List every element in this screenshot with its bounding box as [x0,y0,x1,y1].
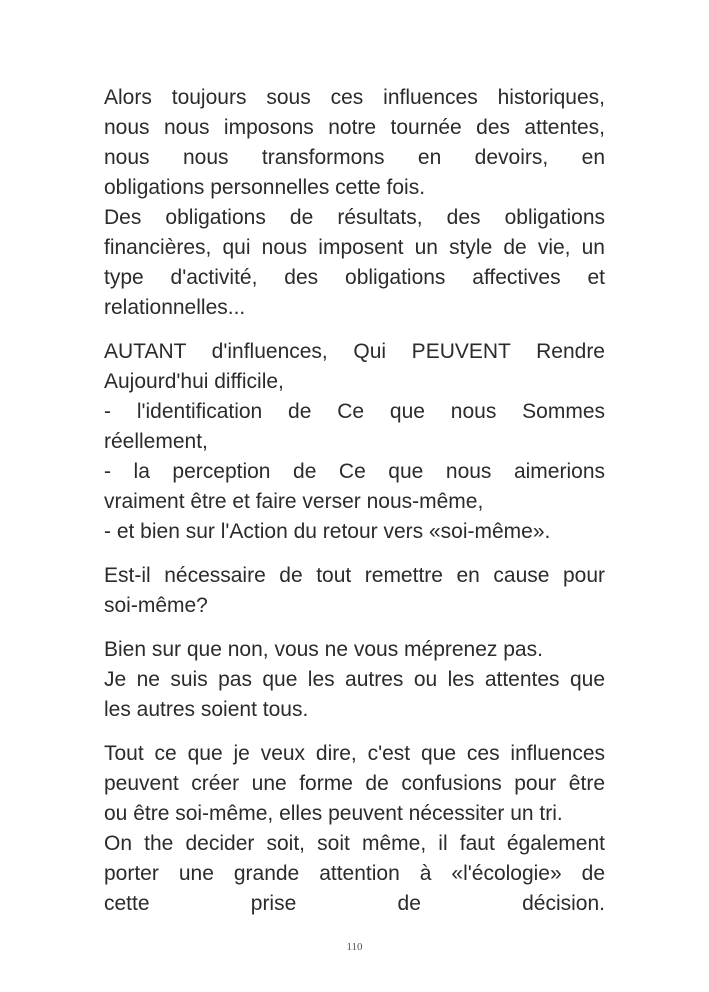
paragraph [104,337,605,547]
text-line: cette prise de décision. [104,892,605,915]
text-line: Est-il nécessaire de tout remettre en cause pour [104,564,605,587]
text-line: obligations personnelles cette fois. [104,176,426,199]
text-line: nous nous imposons notre tournée des attentes, [104,116,605,139]
paragraph [104,561,605,621]
text-line: réellement, [104,430,208,453]
text-line: vraiment être et faire verser nous-même, [104,490,484,513]
text-line: soi-même? [104,594,208,617]
text-line: ou être soi-même, elles peuvent nécessiter un tri. [104,802,563,825]
text-line: - la perception de Ce que nous aimerions [104,460,605,483]
text-line: relationnelles... [104,296,246,319]
text-line: Bien sur que non, vous ne vous méprenez pas. [104,638,543,661]
text-line: type d'activité, des obligations affectives et [104,266,605,289]
text-line: financières, qui nous imposent un style de vie, un [104,236,605,259]
text-line: nous nous transformons en devoirs, en [104,146,605,169]
text-line: les autres soient tous. [104,698,309,721]
text-line: On the decider soit, soit même, il faut également [104,832,605,855]
text-line: - l'identification de Ce que nous Sommes [104,400,605,423]
text-line: - et bien sur l'Action du retour vers «soi-même». [104,520,551,543]
text-line: Des obligations de résultats, des obligations [104,206,605,229]
page-body [104,83,605,933]
page-number: 110 [346,941,363,953]
text-line: Je ne suis pas que les autres ou les attentes que [104,668,605,691]
text-line: peuvent créer une forme de confusions pour être [104,772,605,795]
text-line: porter une grande attention à «l'écologie» de [104,862,605,885]
paragraph [104,635,605,725]
text-line: Alors toujours sous ces influences historiques, [104,86,605,109]
paragraph [104,739,605,919]
text-line: Aujourd'hui difficile, [104,370,284,393]
paragraph [104,83,605,323]
text-line: Tout ce que je veux dire, c'est que ces influences [104,742,605,765]
text-line: AUTANT d'influences, Qui PEUVENT Rendre [104,340,605,363]
